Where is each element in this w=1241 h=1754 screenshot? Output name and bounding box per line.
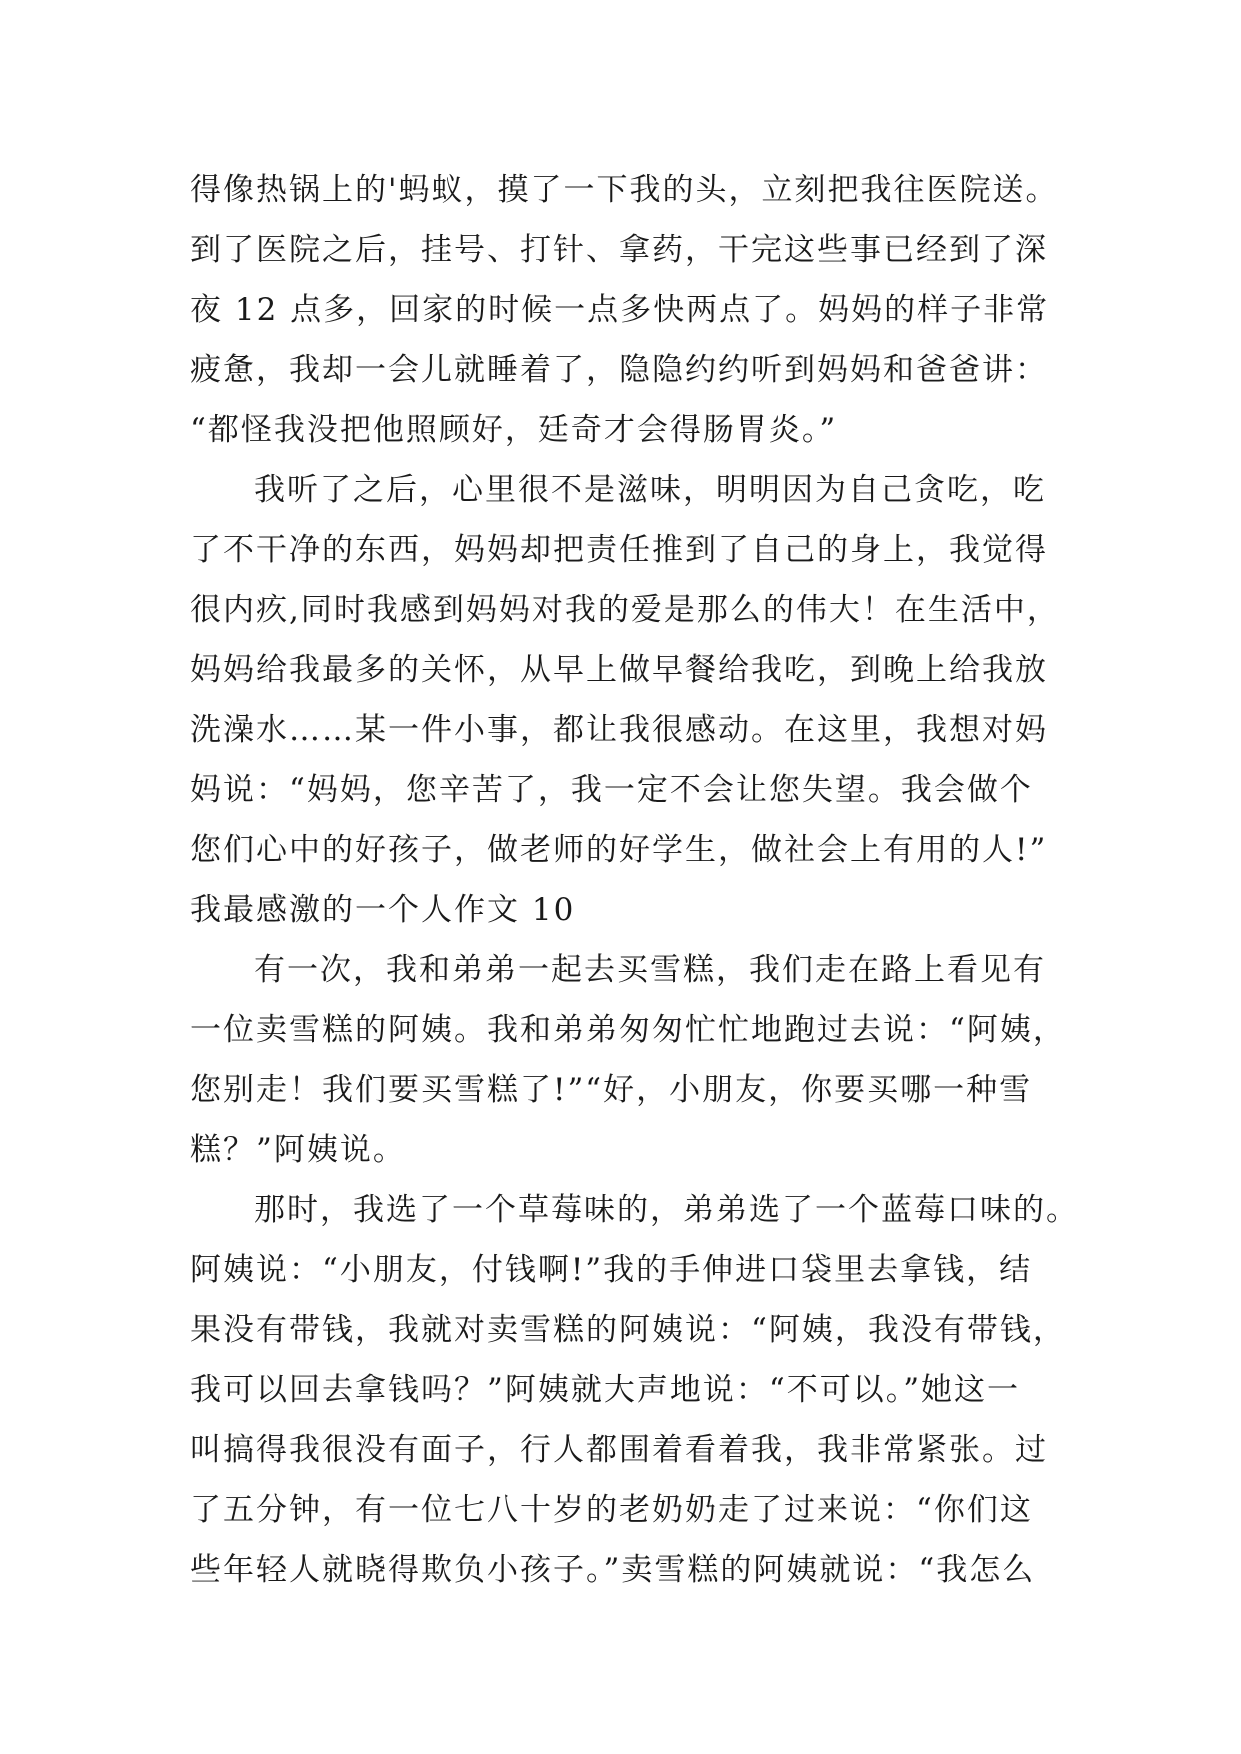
text-line: 您们心中的好孩子，做老师的好学生，做社会上有用的人!”: [190, 832, 1048, 868]
text-line: 到了医院之后，挂号、打针、拿药，干完这些事已经到了深: [190, 232, 1048, 268]
text-line: 很内疚,同时我感到妈妈对我的爱是那么的伟大！在生活中，: [190, 592, 1060, 628]
text-line: 叫搞得我很没有面子，行人都围着看着我，我非常紧张。过: [190, 1432, 1048, 1468]
text-line: 疲惫，我却一会儿就睡着了，隐隐约约听到妈妈和爸爸讲：: [190, 352, 1048, 388]
text-line: 有一次，我和弟弟一起去买雪糕，我们走在路上看见有: [254, 952, 1046, 988]
text-line: 妈说：“妈妈，您辛苦了，我一定不会让您失望。我会做个: [190, 772, 1033, 808]
text-line: 我可以回去拿钱吗？”阿姨就大声地说：“不可以。”她这一: [190, 1372, 1021, 1408]
text-line: 洗澡水……某一件小事，都让我很感动。在这里，我想对妈: [190, 712, 1048, 748]
text-line: 您别走！我们要买雪糕了!”“好，小朋友，你要买哪一种雪: [190, 1072, 1033, 1108]
text-line: 我最感激的一个人作文 10: [190, 892, 576, 928]
text-line: 夜 12 点多，回家的时候一点多快两点了。妈妈的样子非常: [190, 292, 1050, 328]
text-line: 了五分钟，有一位七八十岁的老奶奶走了过来说：“你们这: [190, 1492, 1033, 1528]
text-line: 糕？”阿姨说。: [190, 1132, 406, 1168]
text-line: 阿姨说：“小朋友，付钱啊!”我的手伸进口袋里去拿钱，结: [190, 1252, 1033, 1288]
text-line: 那时，我选了一个草莓味的，弟弟选了一个蓝莓口味的。: [254, 1192, 1079, 1228]
text-line: 些年轻人就晓得欺负小孩子。”卖雪糕的阿姨就说：“我怎么: [190, 1552, 1036, 1588]
text-line: 妈妈给我最多的关怀，从早上做早餐给我吃，到晚上给我放: [190, 652, 1048, 688]
text-line: 了不干净的东西，妈妈却把责任推到了自己的身上，我觉得: [190, 532, 1048, 568]
text-line: “都怪我没把他照顾好，廷奇才会得肠胃炎。”: [190, 412, 838, 448]
text-line: 得像热锅上的'蚂蚁，摸了一下我的头，立刻把我往医院送。: [190, 172, 1059, 208]
text-line: 我听了之后，心里很不是滋味，明明因为自己贪吃，吃: [254, 472, 1046, 508]
text-line: 一位卖雪糕的阿姨。我和弟弟匆匆忙忙地跑过去说：“阿姨，: [190, 1012, 1066, 1048]
text-line: 果没有带钱，我就对卖雪糕的阿姨说：“阿姨，我没有带钱，: [190, 1312, 1066, 1348]
essay-body: [190, 160, 1079, 1600]
